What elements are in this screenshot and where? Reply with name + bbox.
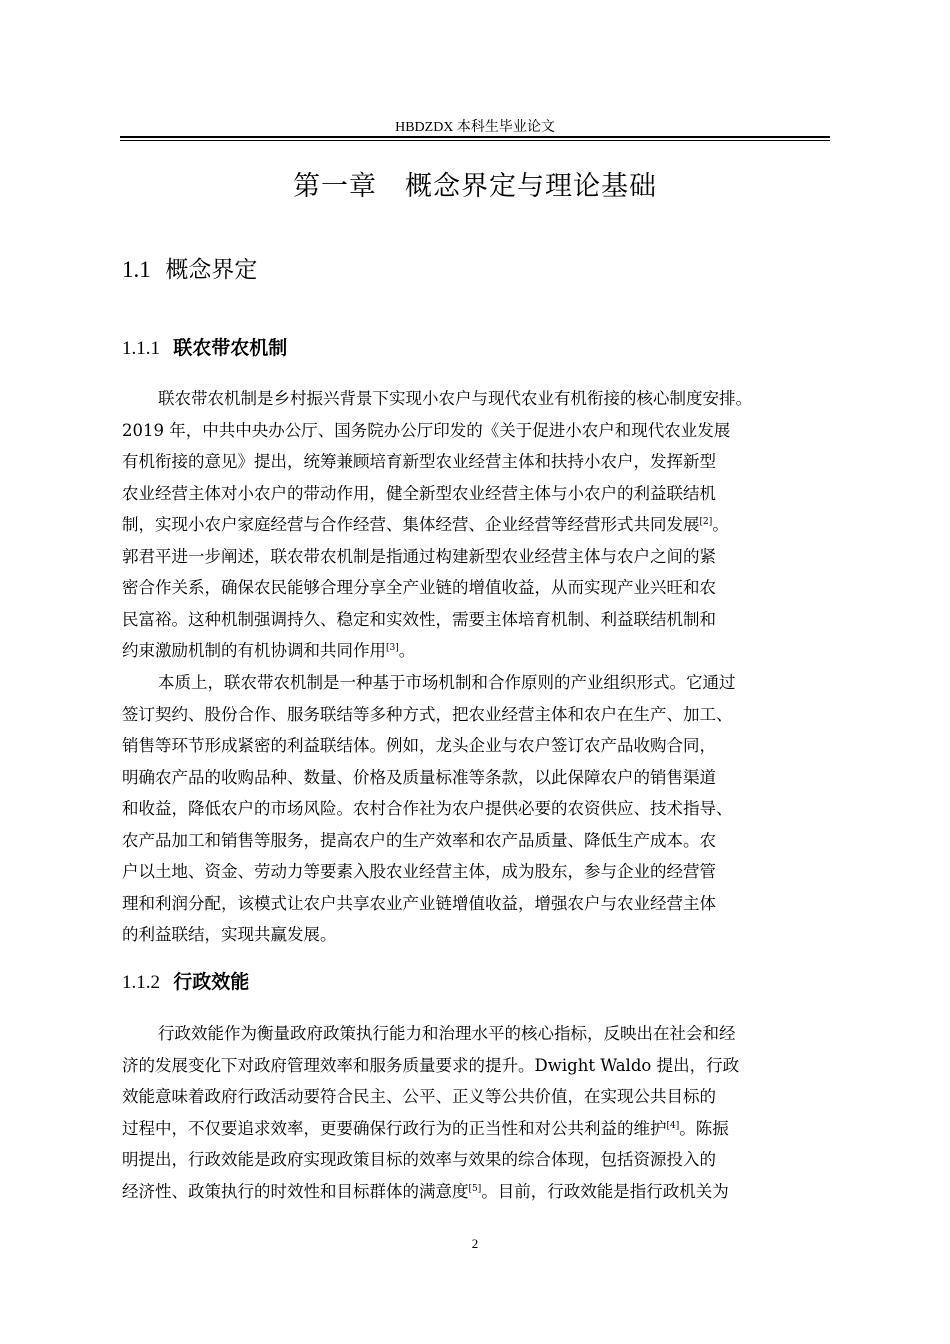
text-line: 农业经营主体对小农户的带动作用，健全新型农业经营主体与小农户的利益联结机 <box>122 483 716 503</box>
text-line: 联农带农机制是乡村振兴背景下实现小农户与现代农业有机衔接的核心制度安排。 <box>158 389 752 408</box>
text-line: 和收益，降低农户的市场风险。农村合作社为农户提供必要的农资供应、技术指导、 <box>122 799 733 818</box>
text-line: 经济性、政策执行的时效性和目标群体的满意度[5]。目前，行政效能是指行政机关为 <box>122 1181 729 1201</box>
text-line: 农产品加工和销售等服务，提高农户的生产效率和农产品质量、降低生产成本。农 <box>122 830 716 850</box>
text-line: 效能意味着政府行政活动要符合民主、公平、正义等公共价值，在实现公共目标的 <box>122 1087 716 1106</box>
section-heading-1-1-1 <box>122 333 287 360</box>
text-line: 户以土地、资金、劳动力等要素入股农业经营主体，成为股东，参与企业的经营管 <box>122 862 716 881</box>
text-line: 销售等环节形成紧密的利益联结体。例如，龙头企业与农户签订农产品收购合同， <box>122 736 716 755</box>
citation-ref: [4] <box>666 1120 680 1131</box>
text-line: 制，实现小农户家庭经营与合作经营、集体经营、企业经营等经营形式共同发展[2]。 <box>122 515 729 534</box>
text-line: 民富裕。这种机制强调持久、稳定和实效性，需要主体培育机制、利益联结机制和 <box>122 609 716 629</box>
text-line: 济的发展变化下对政府管理效率和服务质量要求的提升。Dwight Waldo 提出，行政 <box>122 1055 740 1075</box>
text-line: 明提出，行政效能是政府实现政策目标的效率与效果的综合体现，包括资源投入的 <box>122 1150 716 1169</box>
subsection-title: 行政效能 <box>173 971 250 993</box>
text-line: 密合作关系，确保农民能够合理分享全产业链的增值收益，从而实现产业兴旺和农 <box>122 578 716 597</box>
text-line: 行政效能作为衡量政府政策执行能力和治理水平的核心指标，反映出在社会和经 <box>158 1024 736 1043</box>
section-heading-1-1 <box>122 251 257 284</box>
text-line: 本质上，联农带农机制是一种基于市场机制和合作原则的产业组织形式。它通过 <box>158 673 736 692</box>
section-number: 1.1 <box>122 257 151 282</box>
citation-ref: [3] <box>386 643 399 653</box>
citation-ref: [2] <box>699 517 713 527</box>
subsection-title: 联农带农机制 <box>173 337 288 359</box>
text-line: 签订契约、股份合作、服务联结等多种方式，把农业经营主体和农户在生产、加工、 <box>122 704 733 724</box>
header-rule-thin <box>120 140 830 141</box>
text-line: 郭君平进一步阐述，联农带农机制是指通过构建新型农业经营主体与农户之间的紧 <box>122 546 716 566</box>
section-title: 概念界定 <box>165 257 258 283</box>
chapter-title: 第一章 概念界定与理论基础 <box>293 171 657 202</box>
text-line: 过程中，不仅要追求效率，更要确保行政行为的正当性和对公共利益的维护[4]。陈振 <box>122 1118 729 1138</box>
running-header: HBDZDX 本科生毕业论文 <box>395 120 555 135</box>
section-heading-1-1-2 <box>122 967 249 994</box>
text-line: 理和利润分配，该模式让农户共享农业产业链增值收益，增强农户与农业经营主体 <box>122 893 716 913</box>
text-line: 2019 年，中共中央办公厅、国务院办公厅印发的《关于促进小农户和现代农业发展 <box>122 420 731 440</box>
paragraph-3 <box>122 1018 842 1207</box>
paragraph-2 <box>122 667 842 951</box>
header-rule-thick <box>120 136 830 138</box>
text-line: 约束激励机制的有机协调和共同作用[3]。 <box>122 641 416 660</box>
paragraph-1 <box>122 383 842 667</box>
page-number: 2 <box>471 1236 479 1251</box>
text-line: 的利益联结，实现共赢发展。 <box>122 925 337 944</box>
text-line: 有机衔接的意见》提出，统筹兼顾培育新型农业经营主体和扶持小农户，发挥新型 <box>122 452 716 471</box>
text-line: 明确农产品的收购品种、数量、价格及质量标准等条款，以此保障农户的销售渠道 <box>122 767 716 787</box>
citation-ref: [5] <box>468 1183 482 1194</box>
subsection-number: 1.1.2 <box>122 972 160 993</box>
subsection-number: 1.1.1 <box>122 338 160 359</box>
